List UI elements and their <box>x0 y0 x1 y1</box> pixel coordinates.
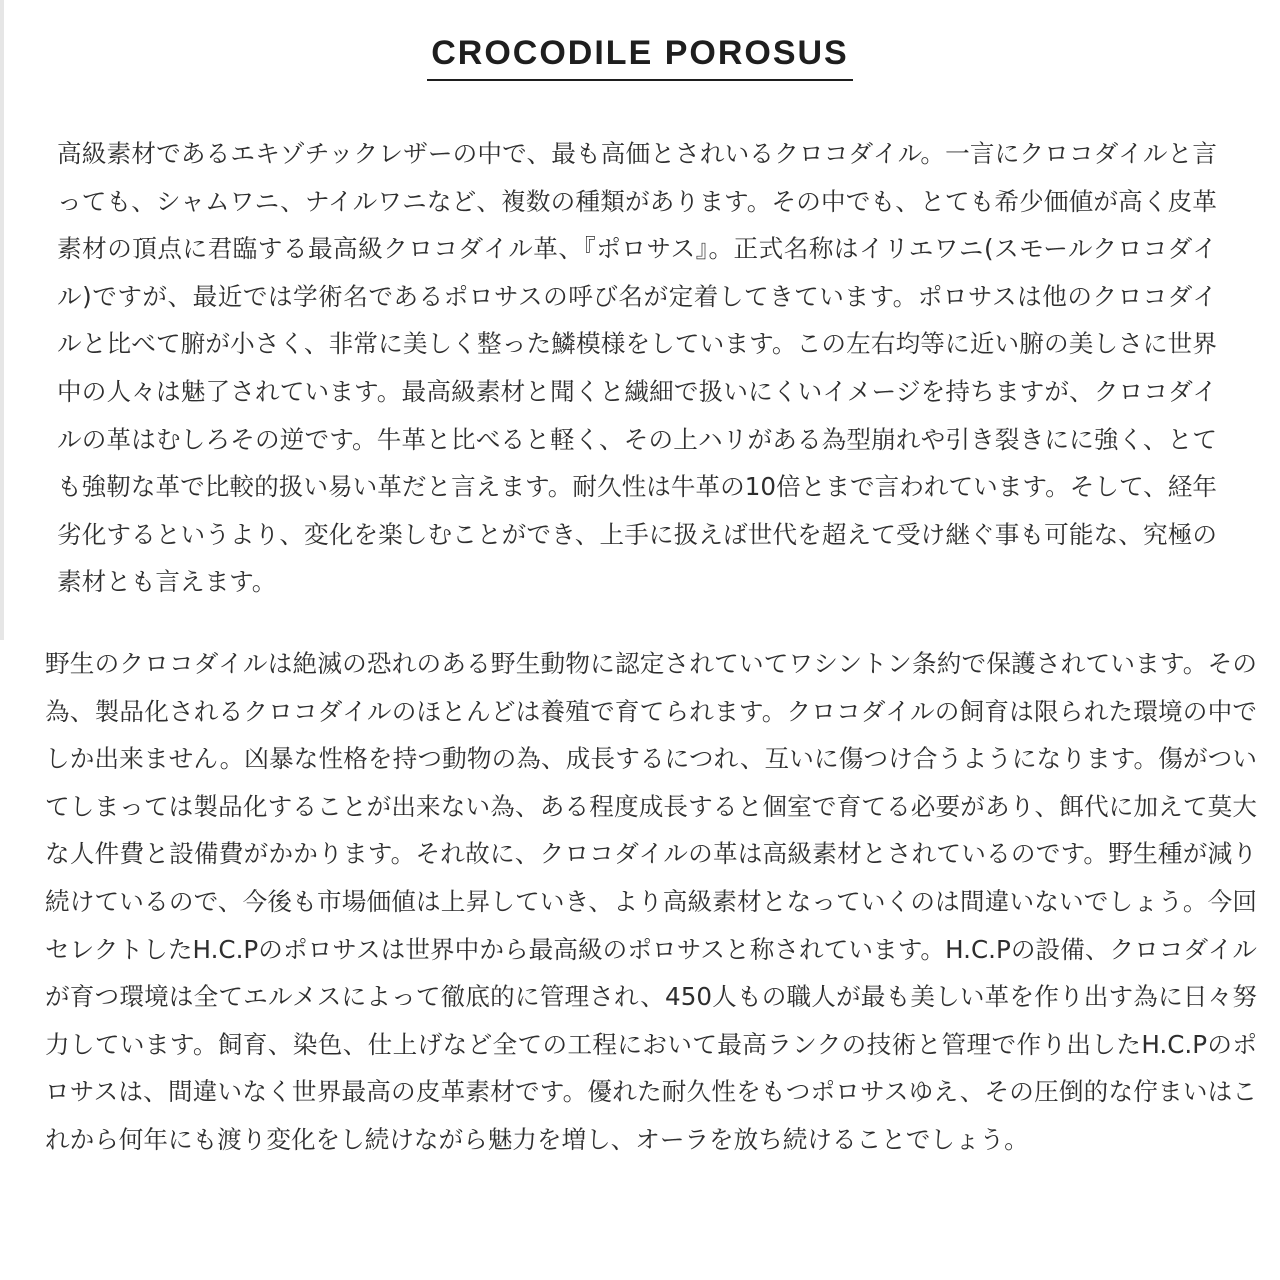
left-edge-divider <box>0 0 4 640</box>
page-title: CROCODILE POROSUS <box>427 34 852 81</box>
intro-paragraph: 高級素材であるエキゾチックレザーの中で、最も高価とされいるクロコダイル。一言にクロコダイルと言っても、シャムワニ、ナイルワニなど、複数の種類があります。その中でも、とても希少価値が高く皮革素材の頂点に君臨する最高級クロコダイル革、『ポロサス』。正式名称はイリエワニ(スモールクロコダイル)ですが、最近では学術名であるポロサスの呼び名が定着してきています。ポロサスは他のクロコダイルと比べて腑が小さく、非常に美しく整った鱗模様をしています。この左右均等に近い腑の美しさに世界中の人々は魅了されています。最高級素材と聞くと繊細で扱いにくいイメージを持ちますが、クロコダイルの革はむしろその逆です。牛革と比べると軽く、その上ハリがある為型崩れや引き裂きにに強く、とても強靭な革で比較的扱い易い革だと言えます。耐久性は牛革の10倍とまで言われています。そして、経年劣化するというより、変化を楽しむことができ、上手に扱えば世代を超えて受け継ぐ事も可能な、究極の素材とも言えます。 <box>57 139 1217 597</box>
breeding-paragraph: 野生のクロコダイルは絶滅の恐れのある野生動物に認定されていてワシントン条約で保護されています。その為、製品化されるクロコダイルのほとんどは養殖で育てられます。クロコダイルの飼育は限られた環境の中でしか出来ません。凶暴な性格を持つ動物の為、成長するにつれ、互いに傷つけ合うようになります。傷がついてしまっては製品化することが出来ない為、ある程度成長すると個室で育てる必要があり、餌代に加えて莫大な人件費と設備費がかかります。それ故に、クロコダイルの革は高級素材とされているのです。野生種が減り続けているので、今後も市場価値は上昇していき、より高級素材となっていくのは間違いないでしょう。今回セレクトしたH.C.Pのポロサスは世界中から最高級のポロサスと称されています。H.C.Pの設備、クロコダイルが育つ環境は全てエルメスによって徹底的に管理され、450人もの職人が最も美しい革を作り出す為に日々努力しています。飼育、染色、仕上げなど全ての工程において最高ランクの技術と管理で作り出したH.C.Pのポロサスは、間違いなく世界最高の皮革素材です。優れた耐久性をもつポロサスゆえ、その圧倒的な佇まいはこれから何年にも渡り変化をし続けながら魅力を増し、オーラを放ち続けることでしょう。 <box>45 649 1257 1154</box>
title-container <box>0 34 1280 81</box>
